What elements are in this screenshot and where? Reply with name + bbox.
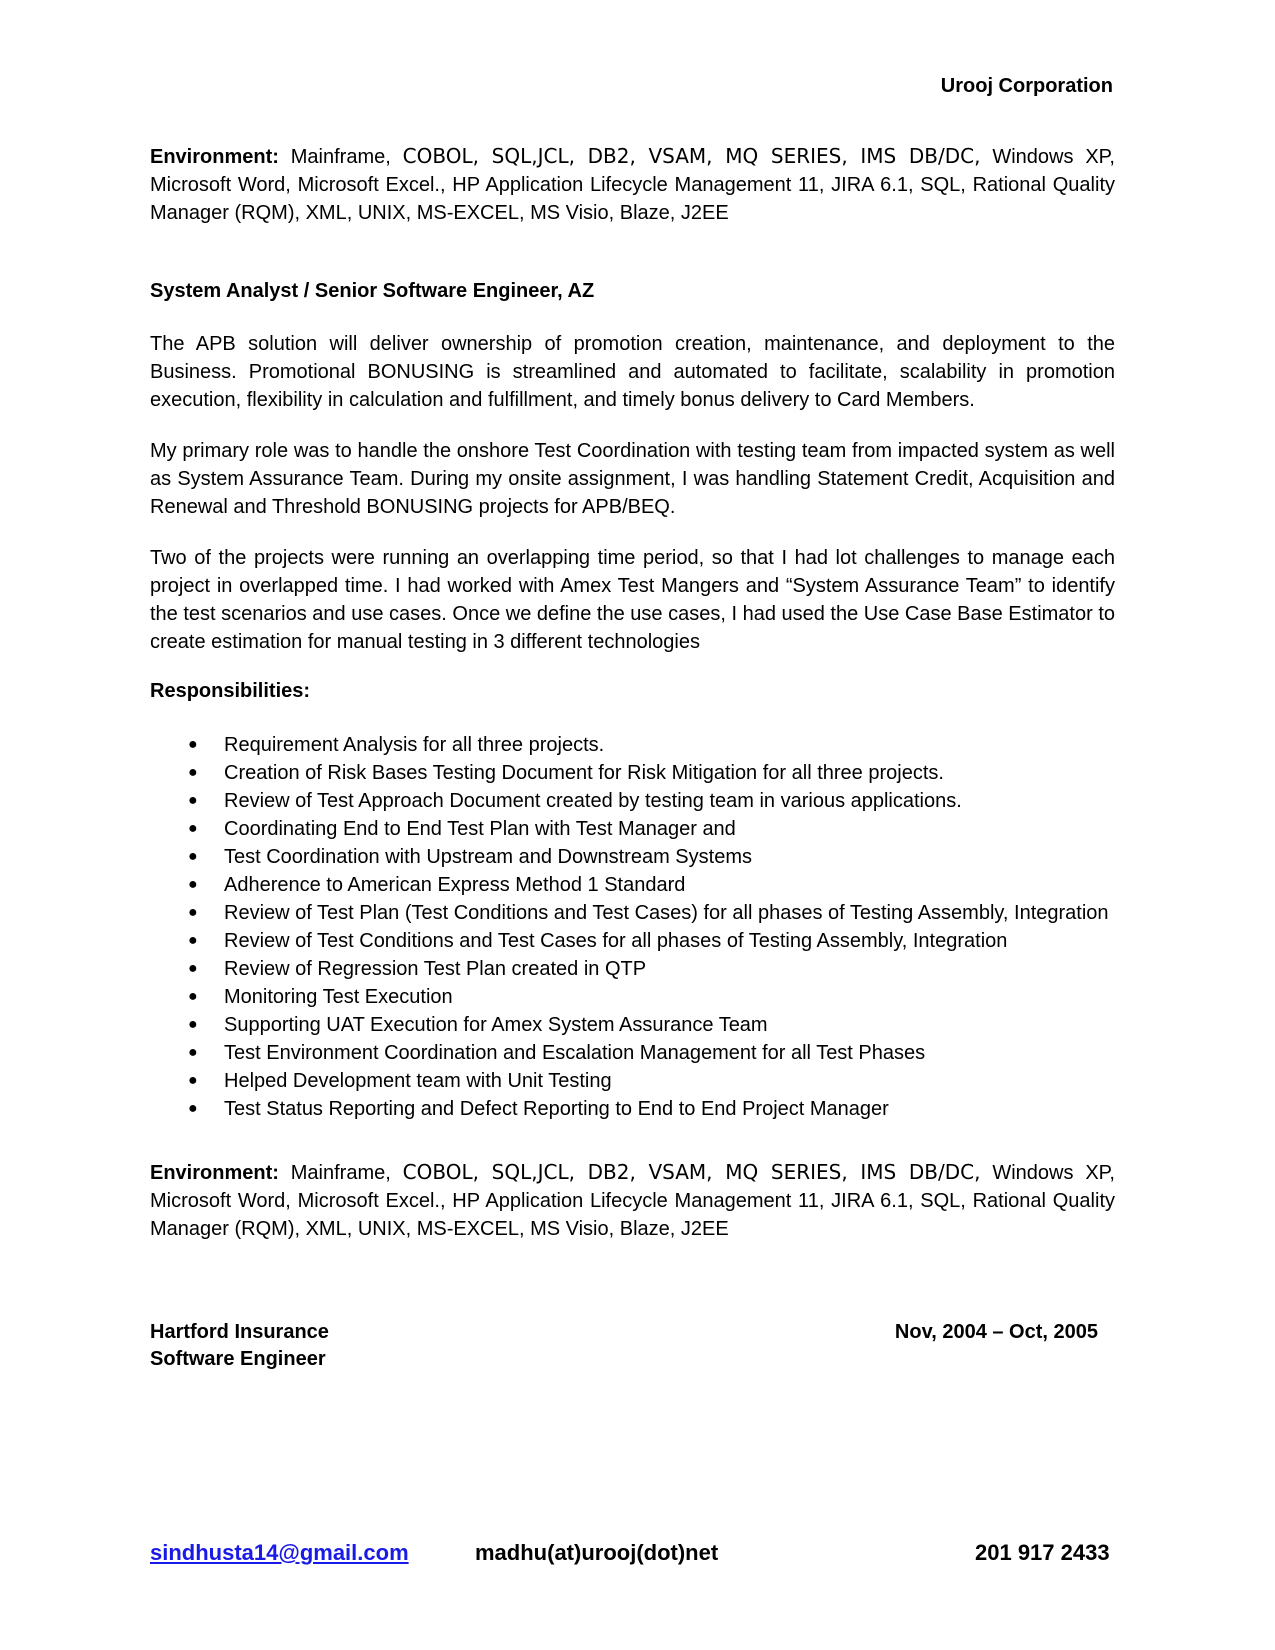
list-item (150, 927, 1115, 955)
environment-bottom (150, 1158, 1115, 1243)
list-item (150, 983, 1115, 1011)
bullet-icon: ● (188, 848, 198, 865)
list-item-text: Review of Test Approach Document created by testing team in various applications. (224, 790, 962, 812)
paragraph-3: Two of the projects were running an overlapping time period, so that I had lot challenges to manage each project in overlapped time. I had worked with Amex Test Mangers and “System Assurance Team” to identify the test scenarios and use cases. Once we define the use cases, I had used the Use Case Base Estimator to create estimation for manual testing in 3 different technologies (150, 547, 1115, 653)
alt-email: madhu(at)urooj(dot)net (475, 1540, 719, 1565)
environment-text-1: Mainframe, (278, 1162, 403, 1184)
list-item-text: Monitoring Test Execution (224, 986, 453, 1008)
paragraph-2: My primary role was to handle the onshore Test Coordination with testing team from impacted system as well as System Assurance Team. During my onsite assignment, I was handling Statement Credit, Acquisition and Renewal and Threshold BONUSING projects for APB/BEQ. (150, 440, 1115, 518)
list-item (150, 1011, 1115, 1039)
list-item (150, 815, 1115, 843)
bullet-icon: ● (188, 764, 198, 781)
list-item (150, 759, 1115, 787)
list-item (150, 843, 1115, 871)
bullet-icon: ● (188, 1072, 198, 1089)
footer (0, 1540, 1275, 1570)
list-item-text: Helped Development team with Unit Testing (224, 1070, 612, 1092)
bullet-icon: ● (188, 1044, 198, 1061)
role-title: System Analyst / Senior Software Engineer, AZ (150, 280, 595, 302)
list-item-text: Supporting UAT Execution for Amex System Assurance Team (224, 1014, 768, 1036)
list-item-text: Test Environment Coordination and Escalation Management for all Test Phases (224, 1042, 926, 1064)
list-item (150, 1039, 1115, 1067)
environment-top (150, 142, 1115, 227)
list-item-text: Test Coordination with Upstream and Downstream Systems (224, 846, 752, 868)
bullet-icon: ● (188, 1100, 198, 1117)
bullet-icon: ● (188, 988, 198, 1005)
job-title: Software Engineer (150, 1348, 326, 1370)
list-item-text: Creation of Risk Bases Testing Document for Risk Mitigation for all three projects. (224, 762, 944, 784)
list-item-text: Adherence to American Express Method 1 Standard (224, 874, 686, 896)
list-item-text: Review of Regression Test Plan created in QTP (224, 958, 647, 980)
environment-label: Environment: (150, 146, 279, 168)
list-item-text: Review of Test Conditions and Test Cases for all phases of Testing Assembly, Integration (224, 930, 1008, 952)
bullet-icon: ● (188, 792, 198, 809)
environment-text-2: Windows XP, Microsoft Word, Microsoft Excel., HP Application Lifecycle Management 11, JIRA 6.1, SQL, Rational Quality Manager (RQM), XML, UNIX, MS-EXCEL, MS Visio, Blaze, J2EE (150, 146, 1115, 224)
list-item-text: Requirement Analysis for all three projects. (224, 734, 605, 756)
responsibilities-heading: Responsibilities: (150, 680, 311, 702)
environment-tech: COBOL, SQL,JCL, DB2, VSAM, MQ SERIES, IMS DB/DC, (402, 1160, 981, 1184)
list-item (150, 1095, 1115, 1123)
environment-label: Environment: (150, 1162, 279, 1184)
responsibilities-list-container (150, 731, 1115, 1123)
email-link[interactable]: sindhusta14@gmail.com (150, 1540, 409, 1565)
job-company: Hartford Insurance (150, 1321, 329, 1343)
list-item-text: Test Status Reporting and Defect Reporting to End to End Project Manager (224, 1098, 889, 1120)
list-item-text: Review of Test Plan (Test Conditions and Test Cases) for all phases of Testing Assembly, Integration (224, 902, 1109, 924)
list-item (150, 871, 1115, 899)
job-dates: Nov, 2004 – Oct, 2005 (894, 1321, 1098, 1343)
bullet-icon: ● (188, 820, 198, 837)
bullet-icon: ● (188, 960, 198, 977)
list-item (150, 731, 1115, 759)
responsibilities-list (150, 731, 1115, 1123)
environment-tech: COBOL, SQL,JCL, DB2, VSAM, MQ SERIES, IMS DB/DC, (402, 144, 981, 168)
paragraph-1: The APB solution will deliver ownership of promotion creation, maintenance, and deployment to the Business. Promotional BONUSING is streamlined and automated to facilitate, scalability in promotion execution, flexibility in calculation and fulfillment, and timely bonus delivery to Card Members. (150, 333, 1115, 411)
list-item (150, 787, 1115, 815)
environment-text-1: Mainframe, (278, 146, 403, 168)
list-item (150, 955, 1115, 983)
environment-text-2: Windows XP, Microsoft Word, Microsoft Excel., HP Application Lifecycle Management 11, JIRA 6.1, SQL, Rational Quality Manager (RQM), XML, UNIX, MS-EXCEL, MS Visio, Blaze, J2EE (150, 1162, 1115, 1240)
job-header (150, 1318, 1115, 1346)
bullet-icon: ● (188, 736, 198, 753)
list-item-text: Coordinating End to End Test Plan with Test Manager and (224, 818, 736, 840)
bullet-icon: ● (188, 1016, 198, 1033)
bullet-icon: ● (188, 932, 198, 949)
list-item (150, 1067, 1115, 1095)
list-item (150, 899, 1115, 927)
bullet-icon: ● (188, 876, 198, 893)
header-company-name: Urooj Corporation (940, 75, 1113, 97)
phone-number: 201 917 2433 (975, 1540, 1110, 1565)
bullet-icon: ● (188, 904, 198, 921)
